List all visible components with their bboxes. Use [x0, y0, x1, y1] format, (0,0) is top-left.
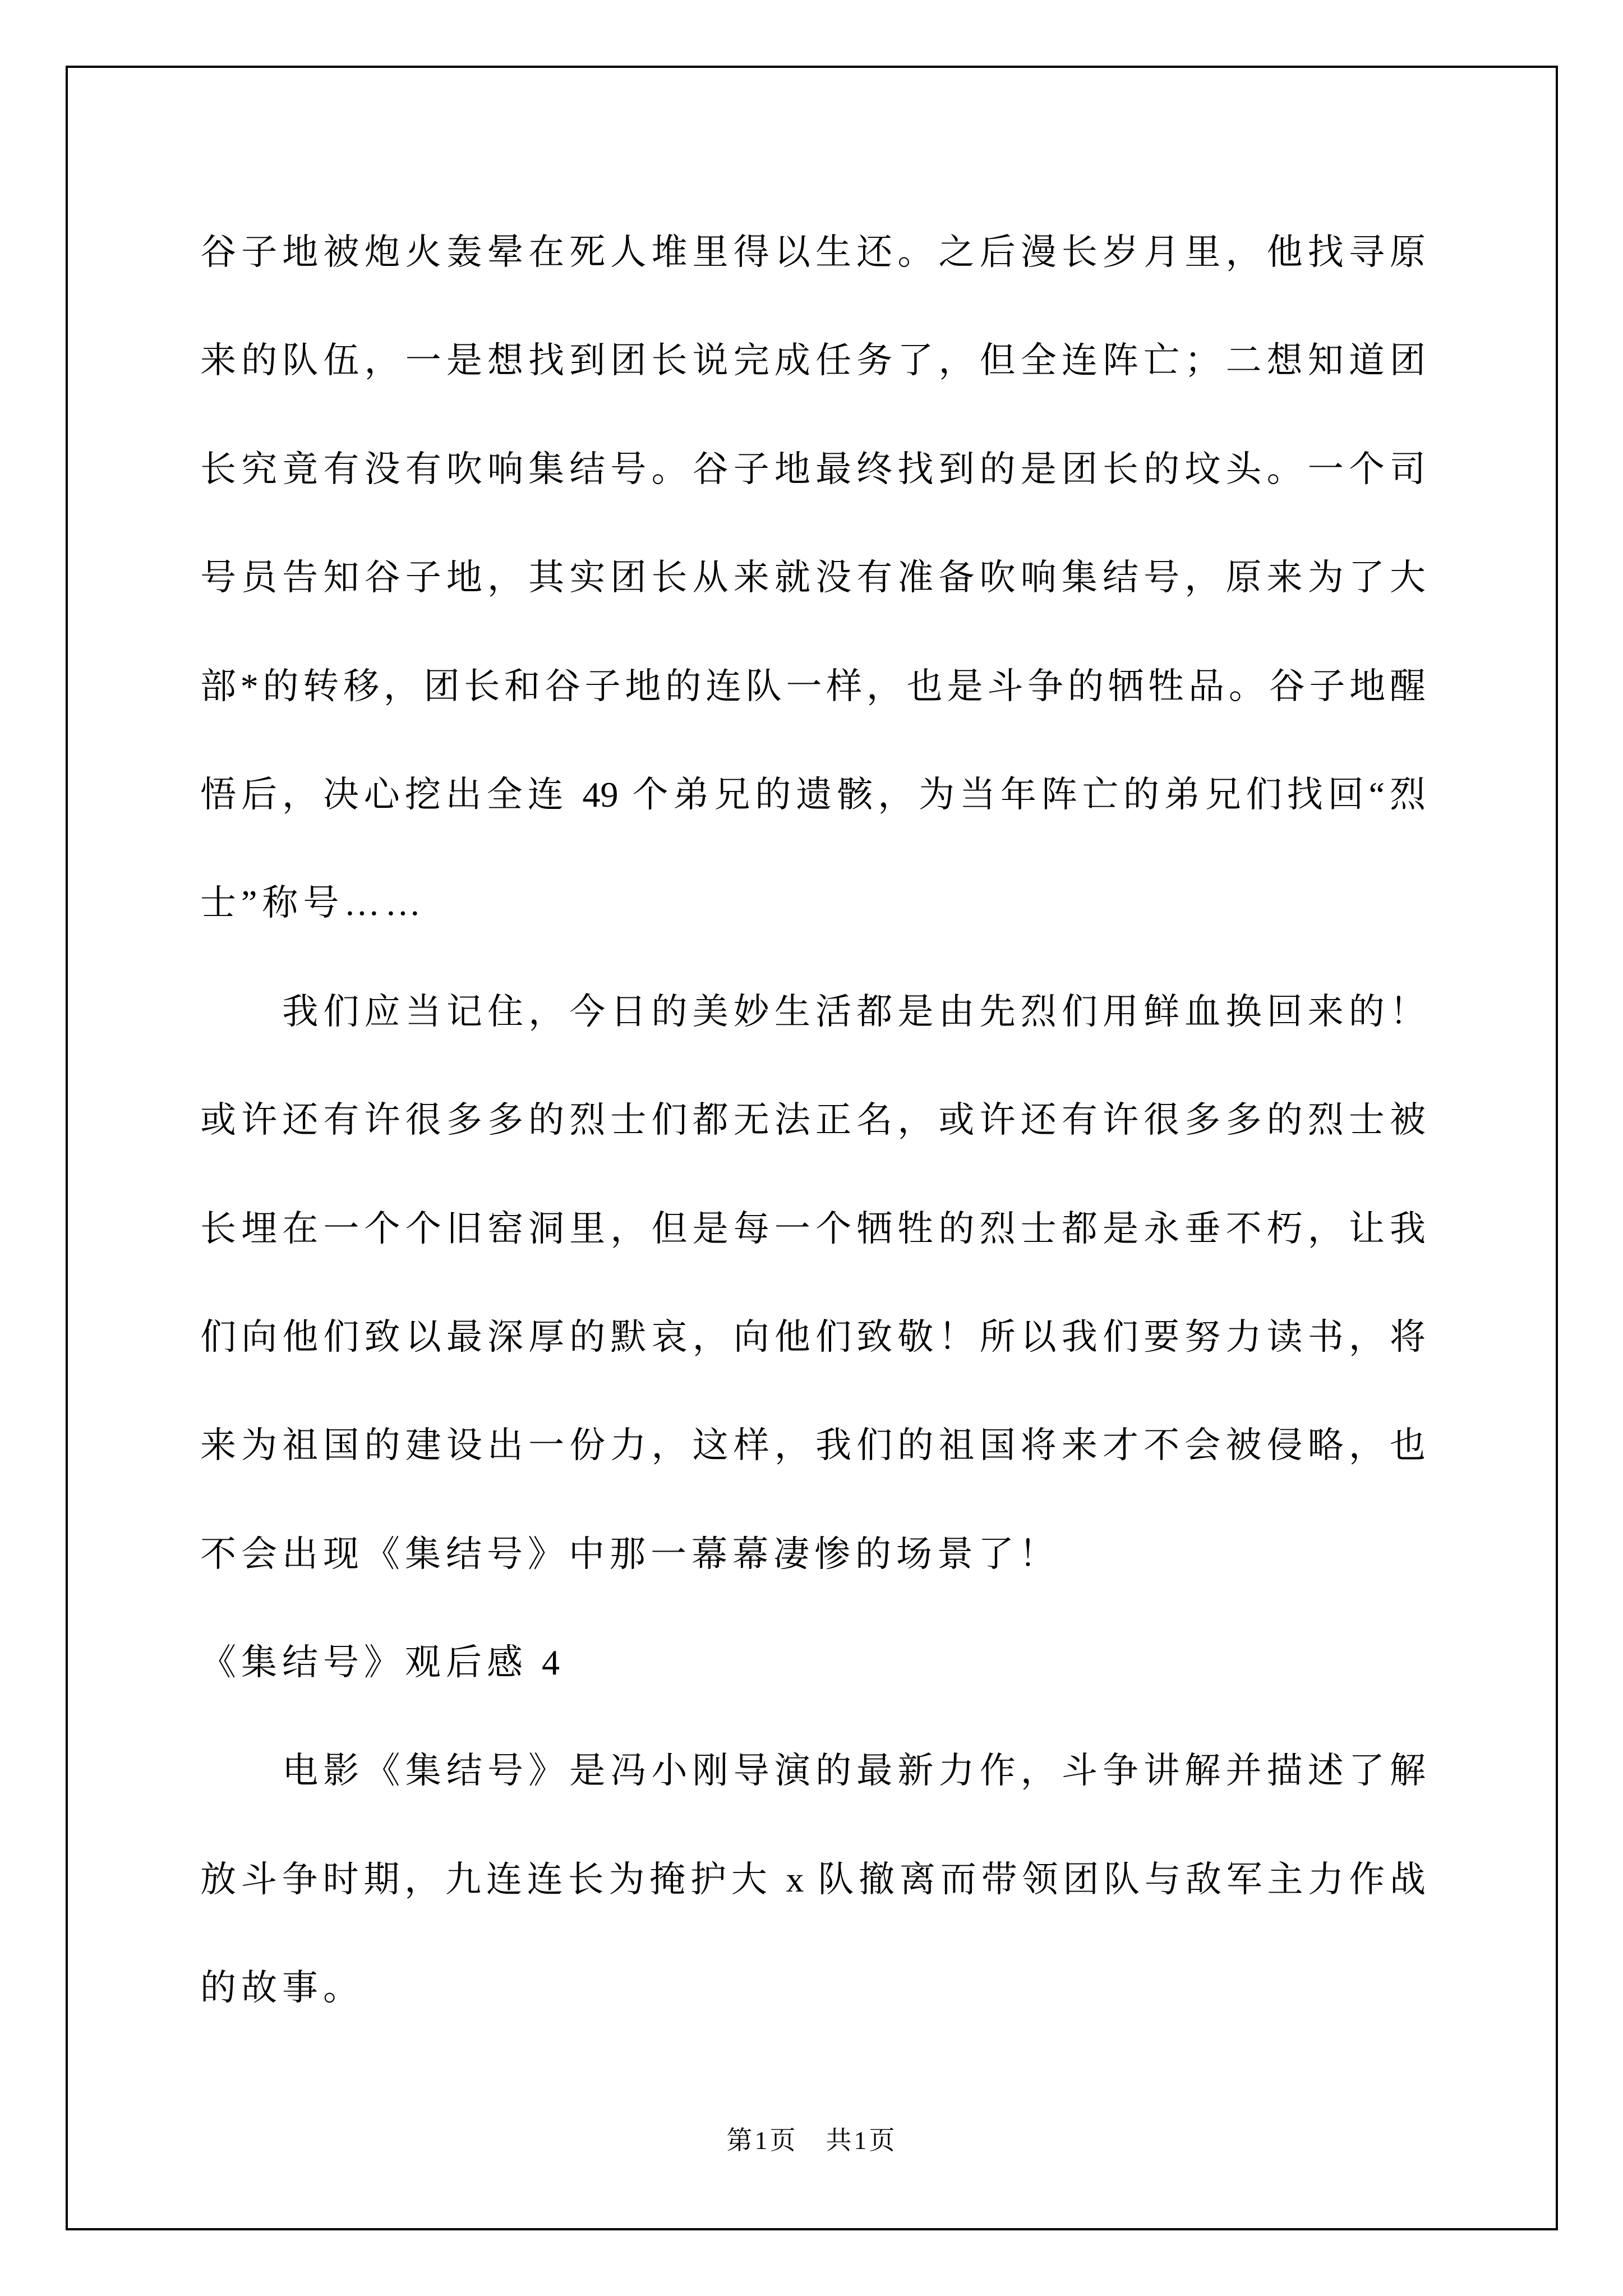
text-line: 谷子地被炮火轰晕在死人堆里得以生还。之后漫长岁月里，他找寻原	[200, 232, 1426, 272]
text-line: 来为祖国的建设出一份力，这样，我们的祖国将来才不会被侵略，也	[200, 1425, 1426, 1466]
text-line: 号员告知谷子地，其实团长从来就没有准备吹响集结号，原来为了大	[200, 558, 1426, 598]
text-line: 电影《集结号》是冯小刚导演的最新力作，斗争讲解并描述了解	[200, 1751, 1426, 1791]
section-heading-line: 《集结号》观后感 4	[200, 1642, 565, 1683]
text-line: 的故事。	[200, 1968, 364, 2008]
text-line: 放斗争时期，九连连长为掩护大 x 队撤离而带领团队与敌军主力作战	[200, 1859, 1426, 1899]
text-line: 来的队伍，一是想找到团长说完成任务了，但全连阵亡；二想知道团	[200, 341, 1426, 381]
text-line: 长埋在一个个旧窑洞里，但是每一个牺牲的烈士都是永垂不朽，让我	[200, 1208, 1426, 1249]
text-line: 长究竟有没有吹响集结号。谷子地最终找到的是团长的坟头。一个司	[200, 449, 1426, 489]
text-line: 部*的转移，团长和谷子地的连队一样，也是斗争的牺牲品。谷子地醒	[200, 666, 1426, 706]
text-line: 或许还有许很多多的烈士们都无法正名，或许还有许很多多的烈士被	[200, 1100, 1426, 1140]
text-line: 我们应当记住，今日的美妙生活都是由先烈们用鲜血换回来的！	[200, 991, 1426, 1032]
text-line: 士”称号……	[200, 883, 426, 923]
document-body-text	[200, 198, 1426, 2042]
text-line: 不会出现《集结号》中那一幕幕凄惨的场景了！	[200, 1534, 1060, 1574]
text-line: 悟后，决心挖出全连 49 个弟兄的遗骸，为当年阵亡的弟兄们找回“烈	[200, 774, 1426, 815]
page-number-footer: 第1页 共1页	[726, 2126, 897, 2155]
text-line: 们向他们致以最深厚的默哀，向他们致敬！所以我们要努力读书，将	[200, 1317, 1426, 1357]
